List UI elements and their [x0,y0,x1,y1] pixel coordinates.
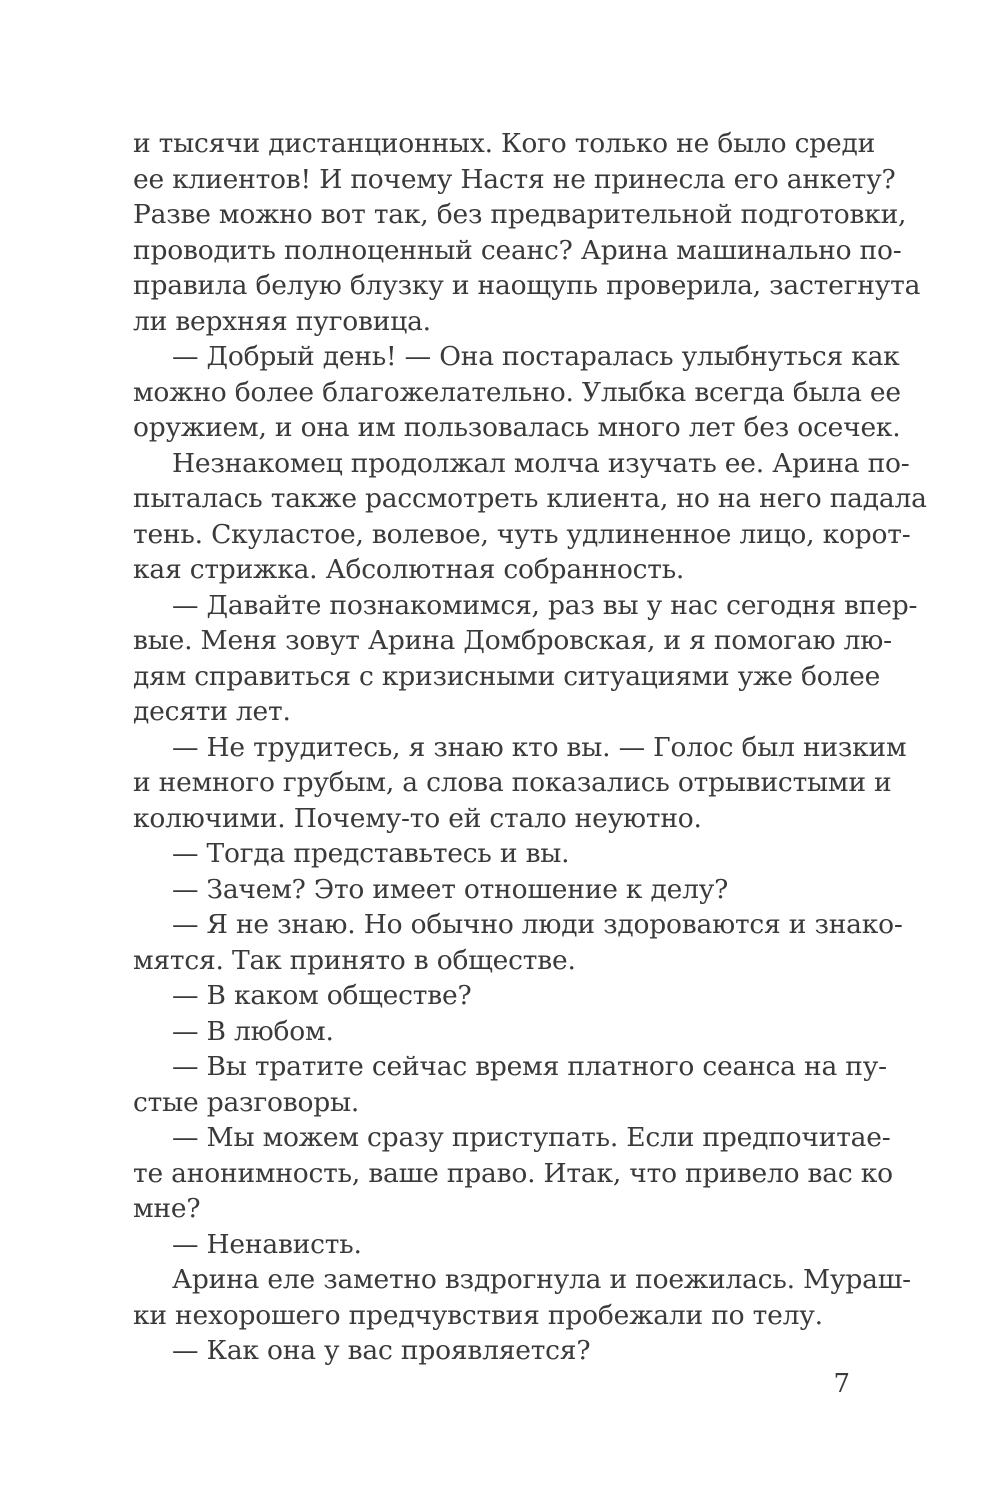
text-line: — Вы тратите сейчас время платного сеанса на пу- [172,1051,887,1082]
text-line: дям справиться с кризисными ситуациями уже более [133,660,881,692]
text-line: правила белую блузку и наощупь проверила, застегнута [133,270,921,301]
text-line: оружием, и она им пользовалась много лет без осечек. [133,412,901,443]
text-line: ки нехорошего предчувствия пробежали по телу. [133,1299,823,1331]
text-line: вые. Меня зовут Арина Домбровская, и я помогаю лю- [133,625,892,656]
text-line: колючими. Почему-то ей стало неуютно. [133,802,702,834]
text-line: Разве можно вот так, без предварительной подготовки, [133,199,907,230]
text-line: тень. Скуластое, волевое, чуть удлиненное лицо, корот- [133,518,911,550]
text-line: — Как она у вас проявляется? [172,1335,591,1366]
text-line: — Зачем? Это имеет отношение к делу? [172,873,729,905]
text-line: кая стрижка. Абсолютная собранность. [133,554,685,585]
text-line: и немного грубым, а слова показались отрывистыми и [133,767,892,798]
page-number: 7 [833,1369,850,1399]
text-line: — Ненависть. [172,1228,362,1260]
text-line: — В каком обществе? [172,980,472,1011]
text-line: ее клиентов! И почему Настя не принесла его анкету? [133,163,896,195]
text-line: стые разговоры. [133,1086,360,1118]
text-line: — Мы можем сразу приступать. Если предпочитае- [172,1122,891,1153]
text-line: ли верхняя пуговица. [133,305,431,337]
text-line: — Не трудитесь, я знаю кто вы. — Голос был низким [172,731,907,763]
body-text [133,126,927,1369]
text-line: мне? [133,1193,201,1224]
text-line: десяти лет. [133,696,291,727]
text-line: и тысячи дистанционных. Кого только не было среди [133,128,876,159]
text-line: проводить полноценный сеанс? Арина машинально по- [133,234,902,266]
text-line: — В любом. [172,1015,334,1047]
text-line: мятся. Так принято в обществе. [133,944,576,976]
text-line: Незнакомец продолжал молча изучать ее. Арина по- [172,447,910,479]
text-line: — Я не знаю. Но обычно люди здороваются и знако- [172,909,903,940]
text-line: — Давайте познакомимся, раз вы у нас сегодня впер- [172,589,918,621]
text-line: пыталась также рассмотреть клиента, но на него падала [133,483,927,514]
text-line: — Добрый день! — Она постаралась улыбнуться как [172,341,900,372]
text-line: можно более благожелательно. Улыбка всегда была ее [133,376,901,408]
text-line: — Тогда представьтесь и вы. [172,838,570,869]
text-line: Арина еле заметно вздрогнула и поежилась. Мураш- [172,1264,911,1295]
text-line: те анонимность, ваше право. Итак, что привело вас ко [133,1157,893,1189]
